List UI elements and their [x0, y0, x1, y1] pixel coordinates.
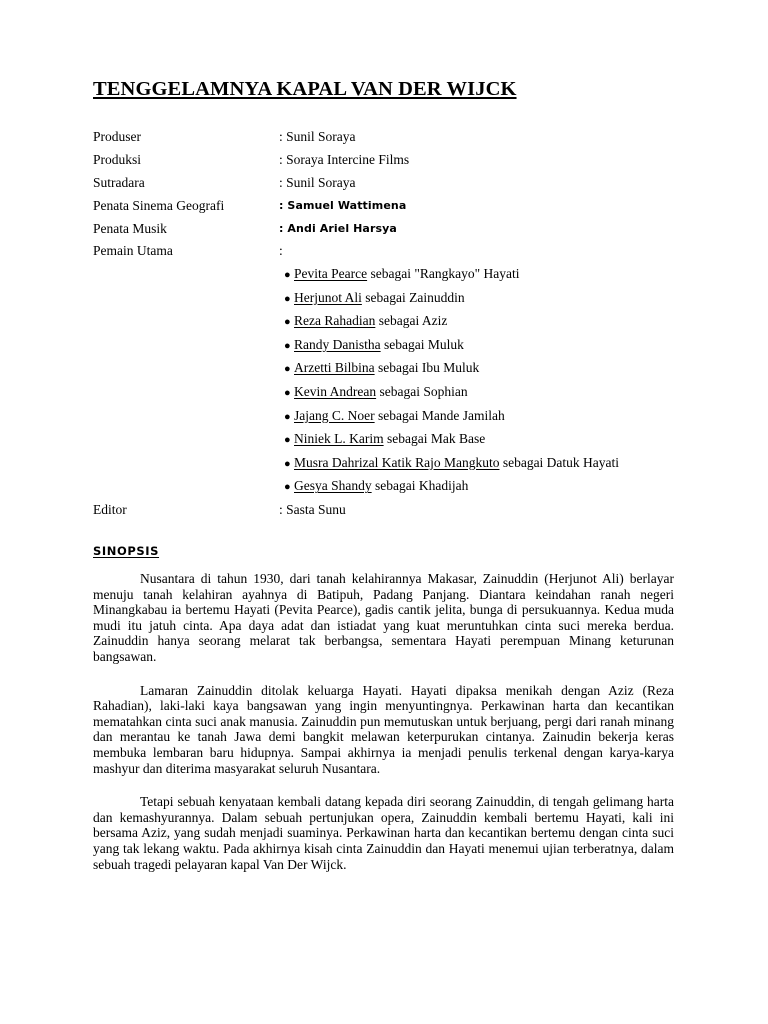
bullet-icon: ● — [284, 410, 291, 423]
credit-row-producer — [93, 127, 693, 147]
credit-label-main-cast: Pemain Utama — [93, 243, 173, 258]
cast-item — [284, 406, 619, 430]
bullet-icon: ● — [284, 386, 291, 399]
cast-item — [284, 264, 619, 288]
credit-label-cinematography: Penata Sinema Geografi — [93, 198, 225, 213]
synopsis-body — [93, 571, 674, 890]
credit-row-production — [93, 150, 693, 170]
actor-link[interactable]: Reza Rahadian — [294, 313, 376, 329]
cast-list — [284, 264, 619, 500]
bullet-icon: ● — [284, 481, 291, 494]
bullet-icon: ● — [284, 316, 291, 329]
actor-link[interactable]: Pevita Pearce — [294, 266, 368, 281]
bullet-icon: ● — [284, 269, 291, 281]
actor-link[interactable]: Jajang C. Noer — [294, 407, 375, 423]
cast-role: sebagai Khadijah — [371, 478, 469, 494]
cast-role: sebagai Muluk — [380, 336, 464, 352]
credit-value-producer: : Sunil Soraya — [279, 129, 356, 144]
cast-item — [284, 358, 619, 382]
actor-link[interactable]: Niniek L. Karim — [294, 431, 384, 447]
actor-link[interactable]: Randy Danistha — [294, 336, 381, 352]
credit-label-music: Penata Musik — [93, 221, 167, 236]
cast-item — [284, 453, 619, 477]
credit-label-director: Sutradara — [93, 175, 145, 190]
cast-item — [284, 476, 619, 500]
actor-link[interactable]: Kevin Andrean — [294, 383, 377, 399]
cast-item — [284, 382, 619, 406]
credit-value-music: : Andi Ariel Harsya — [279, 222, 397, 235]
credit-value-director: : Sunil Soraya — [279, 175, 356, 190]
cast-role: sebagai Mande Jamilah — [374, 407, 505, 423]
cast-role: sebagai Sophian — [376, 383, 468, 399]
cast-item — [284, 311, 619, 335]
bullet-icon: ● — [284, 457, 291, 470]
synopsis-paragraph: Nusantara di tahun 1930, dari tanah kelahirannya Makasar, Zainuddin (Herjunot Ali) berlayar menuju tanah kelahiran ayahnya di Batipuh, Padang Panjang. Diantara keindahan ranah negeri Minangkabau ia bertemu Hayati (Pevita Pearce), gadis cantik jelita, bunga di persukuannya. Kedua muda mudi itu jatuh cinta. Apa daya adat dan istiadat yang kuat meruntuhkan cinta suci mereka berdua. Zainuddin hanya seorang melarat tak berbangsa, sementara Hayati perempuan Minang keturunan bangsawan. — [93, 571, 674, 664]
actor-link[interactable]: Arzetti Bilbina — [294, 360, 375, 376]
bullet-icon: ● — [284, 339, 291, 352]
credit-value-main-cast: : — [279, 243, 283, 258]
credit-row-main-cast — [93, 241, 693, 261]
credit-label-production: Produksi — [93, 152, 142, 167]
credit-value-cinematography: : Samuel Wattimena — [279, 199, 407, 212]
bullet-icon: ● — [284, 292, 291, 305]
credit-row-director — [93, 173, 693, 193]
actor-link[interactable]: Musra Dahrizal Katik Rajo Mangkuto — [294, 454, 500, 470]
synopsis-paragraph: Lamaran Zainuddin ditolak keluarga Hayati. Hayati dipaksa menikah dengan Aziz (Reza Rahadian), laki-laki kaya bangsawan yang ingin menyuntingnya. Perkawinan harta dan kecantikan mematahkan cinta suci anak manusia. Zainuddin pun memutuskan untuk berjuang, pergi dari ranah minang dan merantau ke tanah Jawa demi bangkit melawan keterpurukan cintanya. Zainudin bekerja keras membuka lembaran baru hidupnya. Sampai akhirnya ia menjadi penulis terkenal dengan karya-karya mashyur dan diterima masyarakat seluruh Nusantara. — [93, 682, 674, 776]
bullet-icon: ● — [284, 363, 291, 376]
credit-label-producer: Produser — [93, 129, 141, 144]
credit-value-editor: : Sasta Sunu — [279, 502, 346, 517]
actor-link[interactable]: Herjunot Ali — [294, 289, 362, 305]
cast-item — [284, 335, 619, 359]
synopsis-heading: SINOPSIS — [93, 544, 160, 558]
cast-role: sebagai Datuk Hayati — [499, 454, 620, 470]
cast-role: sebagai "Rangkayo" Hayati — [367, 266, 520, 281]
cast-role: sebagai Zainuddin — [361, 289, 465, 305]
document-title: TENGGELAMNYA KAPAL VAN DER WIJCK — [93, 78, 517, 100]
cast-item — [284, 429, 619, 453]
synopsis-paragraph: Tetapi sebuah kenyataan kembali datang kepada diri seorang Zainuddin, di tengah gelimang harta dan kemashyurannya. Dalam sebuah pertunjukan opera, Zainuddin kembali bertemu Hayati, kali ini bersama Aziz, yang sudah menjadi suaminya. Perkawinan harta dan kecantikan bertemu dengan cinta suci yang tak lekang waktu. Pada akhirnya kisah cinta Zainuddin dan Hayati menemui ujian terberatnya, dalam sebuah tragedi pelayaran kapal Van Der Wijck. — [93, 794, 674, 872]
bullet-icon: ● — [284, 434, 291, 447]
cast-item — [284, 288, 619, 312]
credit-row-editor — [93, 500, 693, 520]
actor-link[interactable]: Gesya Shandy — [294, 478, 372, 494]
credit-row-music — [93, 219, 693, 239]
cast-role: sebagai Ibu Muluk — [374, 360, 480, 376]
credit-row-cinematography — [93, 196, 693, 216]
credit-label-editor: Editor — [93, 502, 127, 517]
credit-value-production: : Soraya Intercine Films — [279, 152, 410, 167]
cast-role: sebagai Aziz — [375, 313, 448, 329]
cast-role: sebagai Mak Base — [383, 431, 486, 447]
